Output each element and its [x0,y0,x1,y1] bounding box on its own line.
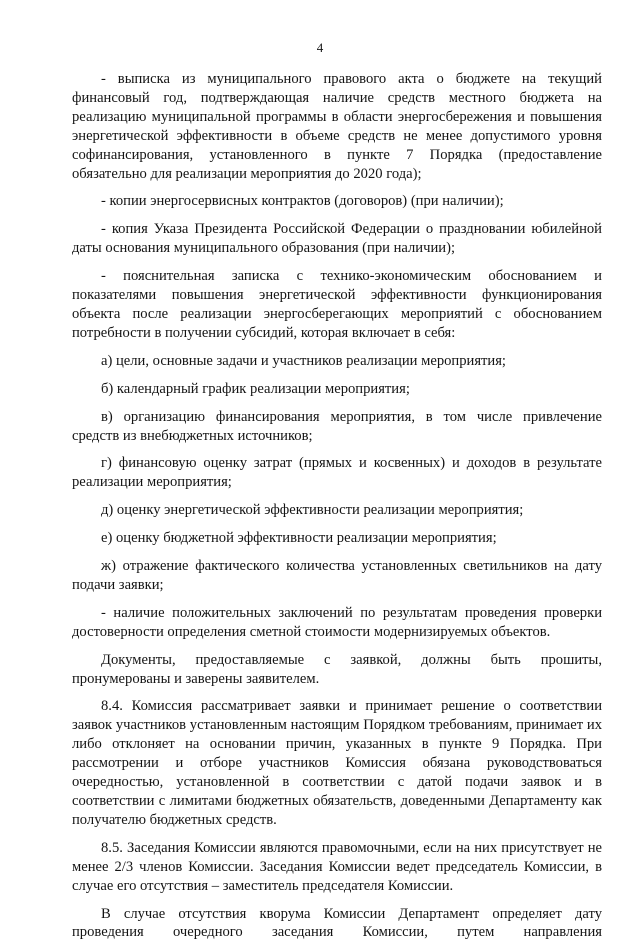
paragraph-documents-bound: Документы, предоставляемые с заявкой, должны быть прошиты, пронумерованы и заверены заявителем. [72,651,602,687]
paragraph-explanatory-note: - пояснительная записка с технико-экономическим обоснованием и показателями повышения энергетической эффективности функционирования объекта после реализации энергосберегающих мероприятий с обоснованием потребности в получении субсидий, которая включает в себя: [72,268,602,341]
paragraph-presidential-decree: - копия Указа Президента Российской Федерации о праздновании юбилейной даты основания муниципального образования (при наличии); [72,221,602,257]
paragraph-quorum: В случае отсутствия кворума Комиссии Департамент определяет дату проведения очередного заседания Комиссии, путем направления [72,905,602,941]
paragraph-budget-extract: - выписка из муниципального правового акта о бюджете на текущий финансовый год, подтверждающая наличие средств местного бюджета на реализацию муниципальной программы в области энергосбережения и повышения энергетической эффективности в объеме средств не менее допустимого уровня софинансирования, установленного в пункте 7 Порядка (предоставление обязательно для реализации мероприятия до 2020 года); [72,71,602,182]
paragraph-positive-conclusions: - наличие положительных заключений по результатам проведения проверки достоверности определения сметной стоимости модернизируемых объектов. [72,604,602,640]
paragraph-section-8-4: 8.4. Комиссия рассматривает заявки и принимает решение о соответствии заявок участников установленным настоящим Порядком требованиям, принимает их либо отклоняет на основании причин, указанных в пункте 9 Порядка. При рассмотрении и отборе участников Комиссия обязана руководствоваться очередностью, установленной в соответствии с датой подачи заявок и в соответствии с лимитами бюджетных обязательств, доведенными Департаменту как получателю бюджетных средств. [72,698,602,828]
list-item-b: б) календарный график реализации мероприятия; [101,380,410,397]
list-item-d: д) оценку энергетической эффективности реализации мероприятия; [101,502,524,519]
page-number: 4 [316,40,324,55]
list-item-g: г) финансовую оценку затрат (прямых и косвенных) и доходов в результате реализации мероприятия; [72,455,602,491]
list-item-v: в) организацию финансирования мероприятия, в том числе привлечение средств из внебюджетных источников; [72,408,602,444]
paragraph-section-8-5: 8.5. Заседания Комиссии являются правомочными, если на них присутствует не менее 2/3 членов Комиссии. Заседания Комиссии ведет председатель Комиссии, в случае его отсутствия – заместитель председателя Комиссии. [72,839,602,894]
list-item-e: е) оценку бюджетной эффективности реализации мероприятия; [101,530,497,547]
list-item-zh: ж) отражение фактического количества установленных светильников на дату подачи заявки; [72,558,602,593]
paragraph-energy-service-contracts: - копии энергосервисных контрактов (договоров) (при наличии); [101,193,504,210]
list-item-a: а) цели, основные задачи и участников реализации мероприятия; [101,352,506,369]
document-body [72,70,602,942]
